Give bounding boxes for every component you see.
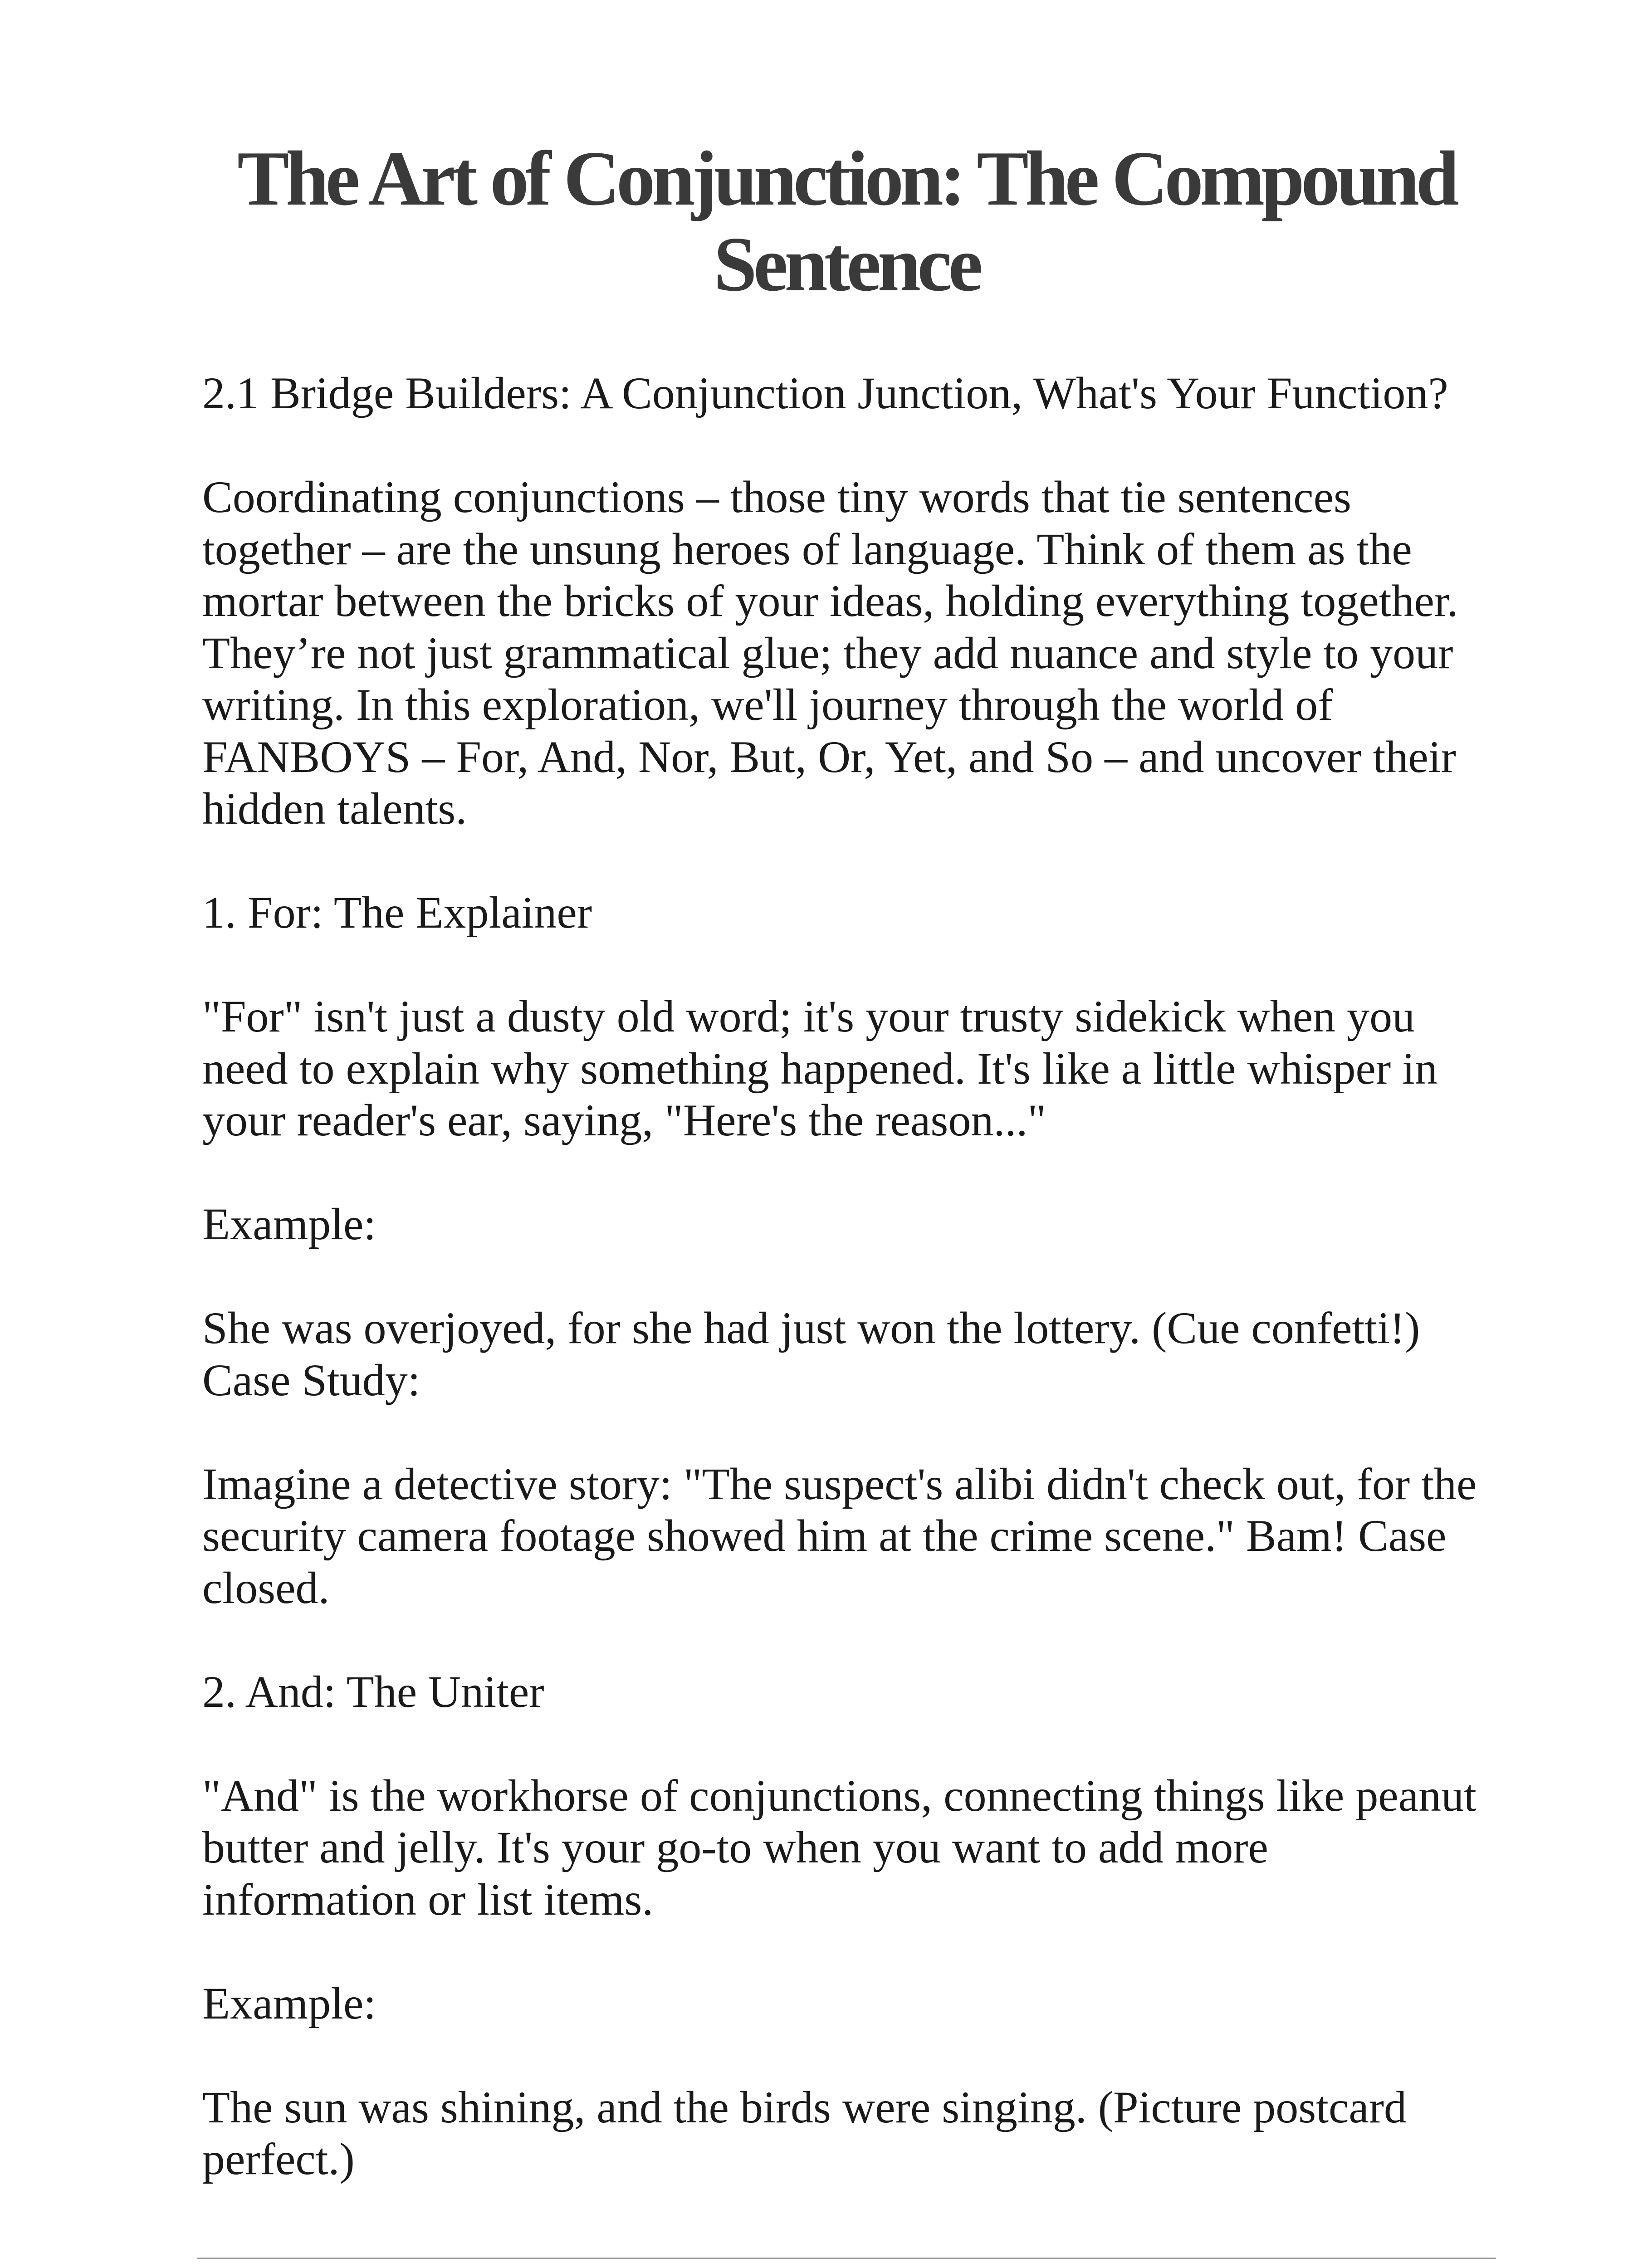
example-label <box>202 1978 1518 2030</box>
example-sentence-line: She was overjoyed, for she had just won the lottery. (Cue confetti!) <box>202 1303 1420 1353</box>
paragraph-line: mortar between the bricks of your ideas, holding everything together. <box>202 576 1458 626</box>
example-label-text: Example: <box>202 1978 376 2028</box>
chapter-body <box>202 367 1518 2237</box>
paragraph-line: "And" is the workhorse of conjunctions, connecting things like peanut <box>202 1770 1477 1821</box>
paragraph-line: hidden talents. <box>202 783 467 834</box>
paragraph-line: security camera footage showed him at the crime scene." Bam! Case <box>202 1510 1447 1561</box>
example-sentence <box>202 1302 1518 1354</box>
subsection-heading-text: 2. And: The Uniter <box>202 1666 544 1717</box>
paragraph-line: need to explain why something happened. It's like a little whisper in <box>202 1043 1437 1094</box>
paragraph-line: butter and jelly. It's your go-to when you want to add more <box>202 1822 1268 1872</box>
subsection-heading <box>202 887 1518 939</box>
paragraph-line: closed. <box>202 1562 330 1613</box>
example-label-text: Example: <box>202 1199 376 1249</box>
section-heading-text: 2.1 Bridge Builders: A Conjunction Junction, What's Your Function? <box>202 368 1448 418</box>
case-study-label <box>202 1354 1518 1407</box>
page-title-line: Sentence <box>714 221 979 308</box>
paragraph-line: Coordinating conjunctions – those tiny words that tie sentences <box>202 472 1351 522</box>
description-paragraph <box>202 1770 1518 1926</box>
subsection-heading <box>202 1666 1518 1718</box>
example-label <box>202 1198 1518 1251</box>
page-title-line: The Art of Conjunction: The Compound <box>237 136 1456 222</box>
subsection-heading-text: 1. For: The Explainer <box>202 887 592 938</box>
case-study-paragraph <box>202 1458 1518 1614</box>
page-title <box>202 136 1491 308</box>
footer-divider <box>197 2258 1496 2259</box>
description-paragraph <box>202 991 1518 1147</box>
paragraph-line: writing. In this exploration, we'll journey through the world of <box>202 679 1333 730</box>
section-heading <box>202 367 1518 420</box>
paragraph-line: FANBOYS – For, And, Nor, But, Or, Yet, and So – and uncover their <box>202 731 1456 782</box>
paragraph-line: information or list items. <box>202 1874 654 1925</box>
example-sentence <box>202 2082 1518 2185</box>
paragraph-line: They’re not just grammatical glue; they add nuance and style to your <box>202 627 1453 678</box>
intro-paragraph <box>202 471 1518 835</box>
example-sentence-line: perfect.) <box>202 2134 355 2184</box>
case-study-label-text: Case Study: <box>202 1354 420 1405</box>
paragraph-line: Imagine a detective story: "The suspect's alibi didn't check out, for the <box>202 1458 1477 1509</box>
example-sentence-line: The sun was shining, and the birds were singing. (Picture postcard <box>202 2082 1407 2132</box>
paragraph-line: together – are the unsung heroes of language. Think of them as the <box>202 523 1412 574</box>
paragraph-line: "For" isn't just a dusty old word; it's your trusty sidekick when you <box>202 991 1415 1041</box>
paragraph-line: your reader's ear, saying, "Here's the reason..." <box>202 1095 1046 1145</box>
